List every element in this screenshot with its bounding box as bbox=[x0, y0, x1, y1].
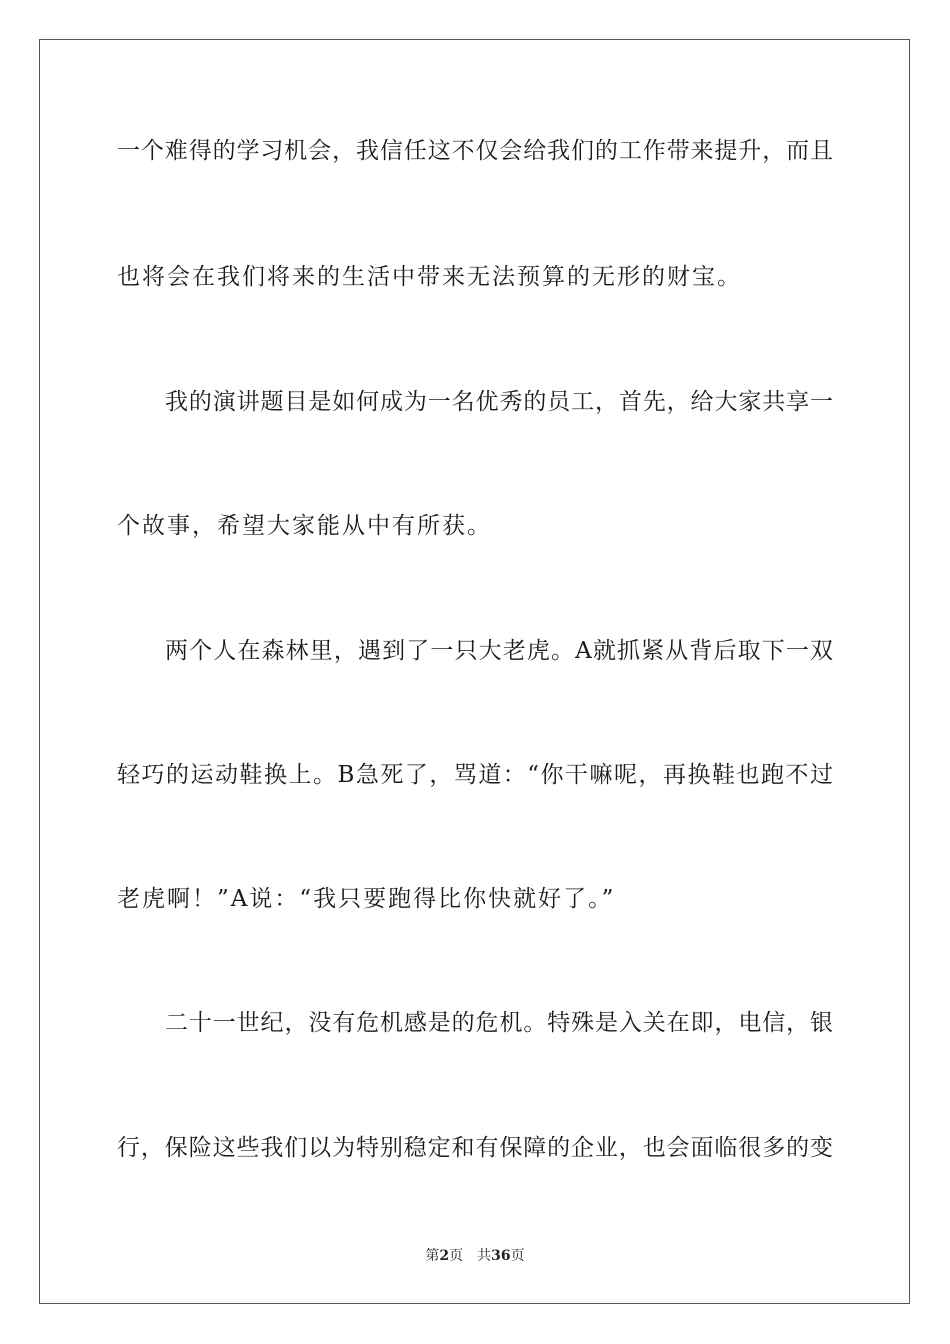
body-text-line: 我的演讲题目是如何成为一名优秀的员工，首先，给大家共享一 bbox=[165, 389, 833, 415]
body-text-line: 行，保险这些我们以为特别稳定和有保障的企业，也会面临很多的变 bbox=[117, 1135, 833, 1161]
total-label-suffix: 页 bbox=[510, 1248, 525, 1264]
body-text-line: 二十一世纪，没有危机感是的危机。特殊是入关在即，电信，银 bbox=[165, 1010, 833, 1036]
page-footer bbox=[0, 1247, 950, 1265]
total-pages: 36 bbox=[491, 1248, 511, 1264]
body-text-line: 轻巧的运动鞋换上。B急死了，骂道：“你干嘛呢，再换鞋也跑不过 bbox=[117, 762, 833, 788]
body-text-line: 两个人在森林里，遇到了一只大老虎。A就抓紧从背后取下一双 bbox=[165, 638, 833, 664]
page-label-suffix: 页 bbox=[449, 1248, 464, 1264]
page-label-prefix: 第 bbox=[425, 1248, 440, 1264]
page-border bbox=[39, 39, 910, 1304]
body-text-line: 个故事，希望大家能从中有所获。 bbox=[117, 513, 492, 539]
total-label-prefix: 共 bbox=[477, 1248, 492, 1264]
body-text-line: 一个难得的学习机会，我信任这不仅会给我们的工作带来提升，而且 bbox=[117, 138, 833, 164]
body-text-line: 也将会在我们将来的生活中带来无法预算的无形的财宝。 bbox=[117, 264, 742, 290]
body-text-line: 老虎啊！”A说：“我只要跑得比你快就好了。” bbox=[117, 886, 616, 912]
page-number: 2 bbox=[439, 1248, 450, 1264]
